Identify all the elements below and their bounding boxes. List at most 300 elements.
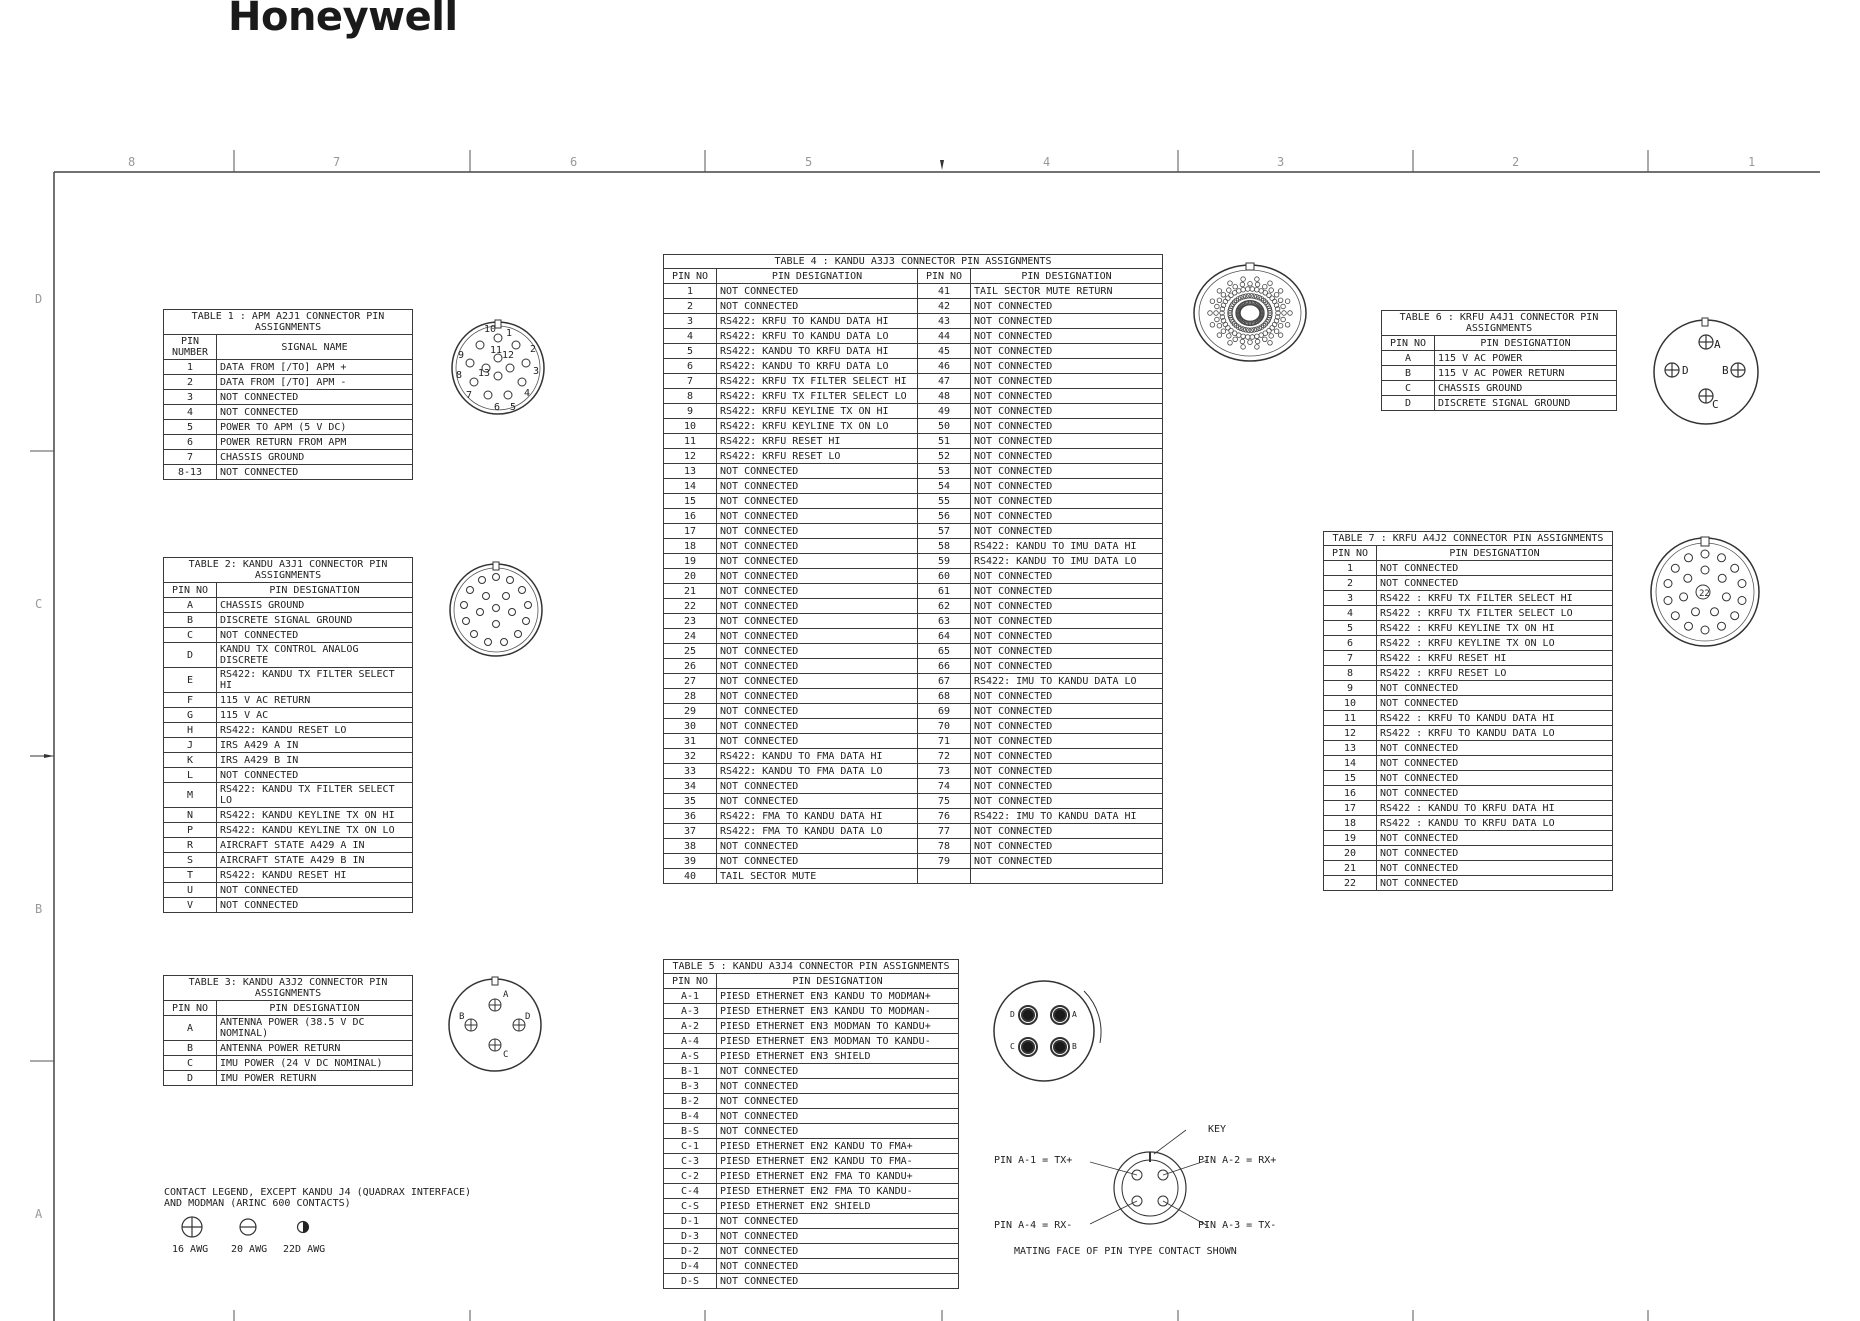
table-row — [1324, 861, 1613, 876]
pin-number-cell: 47 — [918, 374, 971, 389]
table-row — [164, 1041, 413, 1056]
j3-pin — [1245, 335, 1250, 340]
column-header: PIN DESIGNATION — [1377, 546, 1613, 561]
pin-number-cell: B-3 — [664, 1079, 717, 1094]
pin-designation-cell: NOT CONNECTED — [717, 1064, 959, 1079]
pin-designation-cell: NOT CONNECTED — [717, 569, 918, 584]
j7-pin — [1718, 622, 1726, 630]
table-row — [164, 405, 413, 420]
j3-pin — [1281, 317, 1286, 322]
pin-designation-cell: NOT CONNECTED — [971, 644, 1163, 659]
pin-designation-cell: NOT CONNECTED — [717, 584, 918, 599]
kandu-a3j1-connector-diagram — [446, 560, 546, 660]
j4-pin-label: C — [1010, 1042, 1015, 1051]
pin-number-cell: K — [164, 753, 217, 768]
pin-number-cell: D-1 — [664, 1214, 717, 1229]
pin-number-cell: 3 — [664, 314, 717, 329]
j3-pin — [1255, 287, 1260, 292]
pin-number-cell: A-3 — [664, 1004, 717, 1019]
pin-number-cell: 71 — [918, 734, 971, 749]
j3-pin — [1278, 333, 1283, 338]
pin-number-cell: 10 — [664, 419, 717, 434]
pin-designation-cell: NOT CONNECTED — [717, 689, 918, 704]
legend-16-awg: 16 AWG — [172, 1244, 209, 1255]
pin-number-cell: 23 — [664, 614, 717, 629]
quadrax-pin-a2-label: PIN A-2 = RX+ — [1198, 1155, 1277, 1166]
table-row — [664, 1244, 959, 1259]
table-row — [664, 314, 1163, 329]
table-row — [1324, 816, 1613, 831]
j3-pin — [1248, 340, 1253, 345]
pin-designation-cell: IMU POWER (24 V DC NOMINAL) — [217, 1056, 413, 1071]
table-row — [164, 753, 413, 768]
table-row — [664, 509, 1163, 524]
table-row — [1324, 741, 1613, 756]
table-row — [1382, 396, 1617, 411]
pin-designation-cell: NOT CONNECTED — [971, 509, 1163, 524]
pin-number-cell: 13 — [1324, 741, 1377, 756]
j3-pin — [1210, 299, 1215, 304]
j7-pin — [1664, 597, 1672, 605]
pin-number-cell: H — [164, 723, 217, 738]
pin-number-cell: 54 — [918, 479, 971, 494]
pin-number-cell: 14 — [664, 479, 717, 494]
table-row — [164, 808, 413, 823]
pin-number-cell: 69 — [918, 704, 971, 719]
pin-number-cell: 21 — [1324, 861, 1377, 876]
contact-legend-symbols — [176, 1214, 336, 1240]
column-header: PIN NO — [918, 269, 971, 284]
table-6-krfu-a4j1 — [1381, 310, 1617, 411]
table-row — [664, 1199, 959, 1214]
zone-col-8: 8 — [128, 155, 136, 169]
pin-number-cell: 8 — [664, 389, 717, 404]
quadrax-pin-a1-label: PIN A-1 = TX+ — [994, 1155, 1073, 1166]
pin-number-cell: 62 — [918, 599, 971, 614]
pin-designation-cell: NOT CONNECTED — [971, 314, 1163, 329]
pin-designation-cell: NOT CONNECTED — [717, 509, 918, 524]
j3-pin — [1268, 341, 1273, 346]
apm-pin-label: 4 — [524, 388, 531, 399]
pin-number-cell: 4 — [164, 405, 217, 420]
pin-designation-cell: NOT CONNECTED — [1377, 741, 1613, 756]
table-row — [164, 838, 413, 853]
pin-designation-cell: IRS A429 B IN — [217, 753, 413, 768]
j3-pin — [1215, 317, 1220, 322]
table-title: TABLE 2: KANDU A3J1 CONNECTOR PIN ASSIGNMENTS — [164, 558, 413, 583]
table-row — [164, 465, 413, 480]
pin-designation-cell: NOT CONNECTED — [1377, 771, 1613, 786]
pin-designation-cell: AIRCRAFT STATE A429 A IN — [217, 838, 413, 853]
pin-designation-cell: RS422: KRFU TO KANDU DATA HI — [717, 314, 918, 329]
krfu-j2-center-pin-label: 22 — [1699, 589, 1710, 599]
pin-designation-cell: NOT CONNECTED — [1377, 786, 1613, 801]
pin-number-cell: C-3 — [664, 1154, 717, 1169]
pin-number-cell: 51 — [918, 434, 971, 449]
pin-number-cell: 72 — [918, 749, 971, 764]
pin-designation-cell: AIRCRAFT STATE A429 B IN — [217, 853, 413, 868]
j3-pin — [1208, 311, 1213, 316]
pin-designation-cell: RS422: KRFU TX FILTER SELECT LO — [717, 389, 918, 404]
table-row — [1324, 801, 1613, 816]
table-row — [1324, 696, 1613, 711]
pin-designation-cell: NOT CONNECTED — [717, 1244, 959, 1259]
pin-designation-cell: 115 V AC RETURN — [217, 693, 413, 708]
table-title: TABLE 7 : KRFU A4J2 CONNECTOR PIN ASSIGNMENTS — [1324, 532, 1613, 546]
contact-legend-line2: AND MODMAN (ARINC 600 CONTACTS) — [164, 1198, 351, 1209]
j3-pin — [1240, 339, 1245, 344]
table-row — [664, 539, 1163, 554]
j3-pin — [1259, 333, 1264, 338]
table-row — [664, 1109, 959, 1124]
pin-designation-cell: NOT CONNECTED — [971, 434, 1163, 449]
pin-designation-cell: NOT CONNECTED — [717, 659, 918, 674]
pin-designation-cell: NOT CONNECTED — [217, 405, 413, 420]
table-row — [664, 764, 1163, 779]
pin-designation-cell: NOT CONNECTED — [717, 1229, 959, 1244]
j3-pin — [1214, 311, 1219, 316]
pin-designation-cell: NOT CONNECTED — [217, 883, 413, 898]
pin-number-cell: 12 — [1324, 726, 1377, 741]
pin-number-cell: R — [164, 838, 217, 853]
table-row — [664, 704, 1163, 719]
pin-designation-cell: RS422: KRFU KEYLINE TX ON LO — [717, 419, 918, 434]
table-row — [1324, 876, 1613, 891]
pin-designation-cell — [971, 869, 1163, 884]
table-row — [164, 883, 413, 898]
pin-designation-cell: NOT CONNECTED — [971, 464, 1163, 479]
pin-number-cell: C-2 — [664, 1169, 717, 1184]
pin-number-cell: 8-13 — [164, 465, 217, 480]
table-row — [664, 449, 1163, 464]
pin-designation-cell: NOT CONNECTED — [971, 629, 1163, 644]
table-2-kandu-a3j1 — [163, 557, 413, 913]
j4-pin-label: B — [1072, 1042, 1077, 1051]
pin-number-cell: M — [164, 783, 217, 808]
pin-number-cell: A — [1382, 351, 1435, 366]
table-row — [664, 434, 1163, 449]
table-row — [664, 1004, 959, 1019]
pin-number-cell: 36 — [664, 809, 717, 824]
column-header: PIN NO — [664, 974, 717, 989]
pin-number-cell: 43 — [918, 314, 971, 329]
table-row — [164, 628, 413, 643]
pin-designation-cell: NOT CONNECTED — [717, 719, 918, 734]
table-row — [664, 1079, 959, 1094]
pin-number-cell: D-S — [664, 1274, 717, 1289]
pin-designation-cell: NOT CONNECTED — [971, 599, 1163, 614]
pin-number-cell: 75 — [918, 794, 971, 809]
table-row — [664, 1034, 959, 1049]
apm-a2j1-connector-diagram — [448, 318, 548, 418]
pin-number-cell: F — [164, 693, 217, 708]
table-row — [664, 614, 1163, 629]
column-header: PIN DESIGNATION — [717, 974, 959, 989]
table-row — [1324, 636, 1613, 651]
table-row — [1324, 831, 1613, 846]
table-row — [664, 674, 1163, 689]
pin-designation-cell: RS422: KANDU TO FMA DATA LO — [717, 764, 918, 779]
pin-number-cell: 79 — [918, 854, 971, 869]
apm-pin-label: 2 — [530, 344, 537, 355]
pin-designation-cell: RS422 : KRFU KEYLINE TX ON HI — [1377, 621, 1613, 636]
table-row — [164, 435, 413, 450]
table-row — [164, 598, 413, 613]
j3-pin — [1278, 298, 1283, 303]
pin-designation-cell: NOT CONNECTED — [717, 554, 918, 569]
pin-designation-cell: 115 V AC — [217, 708, 413, 723]
table-row — [664, 644, 1163, 659]
apm-pin-label: 7 — [466, 390, 473, 401]
pin-designation-cell: PIESD ETHERNET EN2 SHIELD — [717, 1199, 959, 1214]
pin-designation-cell: NOT CONNECTED — [717, 1079, 959, 1094]
quadrax-key-label: KEY — [1208, 1124, 1227, 1135]
pin-designation-cell: NOT CONNECTED — [717, 299, 918, 314]
apm-pin-label: 6 — [494, 402, 501, 413]
pin-number-cell: J — [164, 738, 217, 753]
pin-designation-cell: NOT CONNECTED — [971, 524, 1163, 539]
column-header: PIN NO — [164, 583, 217, 598]
table-row — [664, 329, 1163, 344]
pin-designation-cell: RS422: KRFU RESET LO — [717, 449, 918, 464]
pin-number-cell: 2 — [164, 375, 217, 390]
j7-pin — [1738, 580, 1746, 588]
pin-designation-cell: NOT CONNECTED — [971, 404, 1163, 419]
table-row — [164, 708, 413, 723]
krfu-j1-pin-label: D — [1682, 364, 1689, 377]
j7-pin — [1731, 612, 1739, 620]
pin-number-cell: 44 — [918, 329, 971, 344]
pin-designation-cell: PIESD ETHERNET EN3 KANDU TO MODMAN- — [717, 1004, 959, 1019]
table-row — [664, 629, 1163, 644]
pin-number-cell: 17 — [664, 524, 717, 539]
pin-designation-cell: NOT CONNECTED — [971, 794, 1163, 809]
pin-number-cell: 68 — [918, 689, 971, 704]
table-4-kandu-a3j3 — [663, 254, 1163, 884]
pin-designation-cell: NOT CONNECTED — [217, 628, 413, 643]
pin-designation-cell: NOT CONNECTED — [717, 644, 918, 659]
j3-pin — [1255, 339, 1260, 344]
table-row — [664, 404, 1163, 419]
pin-number-cell: 6 — [1324, 636, 1377, 651]
pin-designation-cell: PIESD ETHERNET EN2 KANDU TO FMA+ — [717, 1139, 959, 1154]
table-row — [664, 659, 1163, 674]
table-row — [664, 584, 1163, 599]
table-row — [664, 1154, 959, 1169]
table-row — [164, 783, 413, 808]
table-row — [664, 1124, 959, 1139]
pin-designation-cell: NOT CONNECTED — [1377, 756, 1613, 771]
j3-pin — [1269, 288, 1274, 293]
pin-number-cell: 17 — [1324, 801, 1377, 816]
pin-designation-cell: NOT CONNECTED — [971, 344, 1163, 359]
table-row — [1324, 561, 1613, 576]
pin-number-cell: 15 — [664, 494, 717, 509]
apm-pin-label: 5 — [510, 402, 517, 413]
pin-designation-cell: NOT CONNECTED — [1377, 681, 1613, 696]
pin-number-cell: 73 — [918, 764, 971, 779]
pin-designation-cell: IRS A429 A IN — [217, 738, 413, 753]
j3-pin — [1217, 333, 1222, 338]
pin-number-cell: 29 — [664, 704, 717, 719]
j4-pin-label: D — [1010, 1010, 1015, 1019]
pin-number-cell: C-1 — [664, 1139, 717, 1154]
pin-number-cell: 41 — [918, 284, 971, 299]
pin-designation-cell: RS422: KANDU RESET LO — [217, 723, 413, 738]
pin-number-cell: 70 — [918, 719, 971, 734]
pin-number-cell: 3 — [164, 390, 217, 405]
pin-number-cell: 59 — [918, 554, 971, 569]
pin-designation-cell: RS422 : KANDU TO KRFU DATA HI — [1377, 801, 1613, 816]
j3-pin — [1217, 298, 1222, 303]
pin-designation-cell: RS422 : KRFU TX FILTER SELECT HI — [1377, 591, 1613, 606]
pin-number-cell: 9 — [1324, 681, 1377, 696]
pin-number-cell: 50 — [918, 419, 971, 434]
pin-designation-cell: NOT CONNECTED — [971, 449, 1163, 464]
pin-number-cell: 16 — [664, 509, 717, 524]
pin-number-cell: 38 — [664, 839, 717, 854]
pin-designation-cell: PIESD ETHERNET EN3 SHIELD — [717, 1049, 959, 1064]
j2-pin-label: C — [503, 1050, 509, 1060]
j3-pin — [1215, 304, 1220, 309]
pin-designation-cell: RS422: KANDU TX FILTER SELECT HI — [217, 668, 413, 693]
pin-number-cell: 57 — [918, 524, 971, 539]
pin-designation-cell: NOT CONNECTED — [717, 1259, 959, 1274]
table-row — [664, 494, 1163, 509]
pin-number-cell: D — [164, 1071, 217, 1086]
pin-number-cell: 64 — [918, 629, 971, 644]
column-header: PIN DESIGNATION — [217, 1001, 413, 1016]
pin-designation-cell: NOT CONNECTED — [717, 614, 918, 629]
pin-number-cell: B-4 — [664, 1109, 717, 1124]
pin-number-cell: 30 — [664, 719, 717, 734]
pin-designation-cell: NOT CONNECTED — [971, 494, 1163, 509]
pin-designation-cell: NOT CONNECTED — [1377, 561, 1613, 576]
pin-designation-cell: NOT CONNECTED — [717, 779, 918, 794]
j7-pin — [1701, 550, 1709, 558]
pin-number-cell: 7 — [1324, 651, 1377, 666]
j7-pin — [1718, 574, 1726, 582]
pin-designation-cell: RS422: KANDU TX FILTER SELECT LO — [217, 783, 413, 808]
pin-number-cell: 22 — [1324, 876, 1377, 891]
quadrax-caption: MATING FACE OF PIN TYPE CONTACT SHOWN — [1014, 1246, 1237, 1257]
pin-number-cell: 19 — [1324, 831, 1377, 846]
pin-designation-cell: NOT CONNECTED — [717, 494, 918, 509]
pin-designation-cell: NOT CONNECTED — [717, 464, 918, 479]
table-row — [664, 839, 1163, 854]
pin-designation-cell: NOT CONNECTED — [971, 584, 1163, 599]
pin-number-cell: 31 — [664, 734, 717, 749]
zone-row-a: A — [35, 1207, 43, 1221]
pin-designation-cell: RS422: KRFU TO KANDU DATA LO — [717, 329, 918, 344]
pin-designation-cell: RS422: KRFU TX FILTER SELECT HI — [717, 374, 918, 389]
pin-number-cell: 5 — [664, 344, 717, 359]
pin-designation-cell: RS422: KRFU KEYLINE TX ON HI — [717, 404, 918, 419]
pin-designation-cell: 115 V AC POWER RETURN — [1435, 366, 1617, 381]
pin-designation-cell: 115 V AC POWER — [1435, 351, 1617, 366]
table-row — [664, 464, 1163, 479]
table-row — [164, 450, 413, 465]
table-row — [1324, 756, 1613, 771]
table-row — [164, 868, 413, 883]
table-row — [664, 1094, 959, 1109]
table-row — [1382, 381, 1617, 396]
zone-col-1: 1 — [1748, 155, 1756, 169]
table-title: TABLE 4 : KANDU A3J3 CONNECTOR PIN ASSIGNMENTS — [664, 255, 1163, 269]
pin-number-cell: 3 — [1324, 591, 1377, 606]
j3-pin — [1288, 311, 1293, 316]
pin-number-cell: 67 — [918, 674, 971, 689]
pin-designation-cell: NOT CONNECTED — [717, 794, 918, 809]
pin-designation-cell: RS422: KANDU TO KRFU DATA HI — [717, 344, 918, 359]
table-row — [164, 375, 413, 390]
pin-number-cell: C — [164, 1056, 217, 1071]
pin-designation-cell: RS422: IMU TO KANDU DATA HI — [971, 809, 1163, 824]
j3-pin — [1227, 334, 1232, 339]
zone-row-b: B — [35, 902, 43, 916]
table-row — [1324, 591, 1613, 606]
pin-designation-cell: NOT CONNECTED — [971, 824, 1163, 839]
table-row — [664, 1169, 959, 1184]
table-row — [164, 613, 413, 628]
j3-pin — [1282, 311, 1287, 316]
quadrax-pin-a4-label: PIN A-4 = RX- — [994, 1220, 1073, 1231]
pin-designation-cell: NOT CONNECTED — [1377, 876, 1613, 891]
table-row — [664, 299, 1163, 314]
zone-row-c: C — [35, 597, 43, 611]
pin-designation-cell: NOT CONNECTED — [717, 674, 918, 689]
table-row — [664, 419, 1163, 434]
pin-designation-cell: NOT CONNECTED — [1377, 576, 1613, 591]
j7-pin — [1738, 597, 1746, 605]
table-row — [1324, 621, 1613, 636]
pin-number-cell: P — [164, 823, 217, 838]
column-header: PIN DESIGNATION — [1435, 336, 1617, 351]
pin-designation-cell: RS422: KANDU RESET HI — [217, 868, 413, 883]
table-row — [664, 374, 1163, 389]
j7-pin — [1664, 580, 1672, 588]
pin-number-cell: 12 — [664, 449, 717, 464]
pin-number-cell: 20 — [1324, 846, 1377, 861]
table-row — [664, 794, 1163, 809]
j3-pin — [1228, 281, 1233, 286]
table-row — [664, 1019, 959, 1034]
pin-designation-cell: NOT CONNECTED — [971, 479, 1163, 494]
pin-number-cell: 46 — [918, 359, 971, 374]
pin-designation-cell: PIESD ETHERNET EN2 FMA TO KANDU+ — [717, 1169, 959, 1184]
table-row — [164, 1071, 413, 1086]
pin-designation-cell: NOT CONNECTED — [971, 374, 1163, 389]
pin-number-cell: 13 — [664, 464, 717, 479]
pin-designation-cell: NOT CONNECTED — [971, 764, 1163, 779]
pin-designation-cell: POWER TO APM (5 V DC) — [217, 420, 413, 435]
table-row — [664, 1049, 959, 1064]
pin-designation-cell: NOT CONNECTED — [717, 1109, 959, 1124]
pin-designation-cell: IMU POWER RETURN — [217, 1071, 413, 1086]
table-1-apm-a2j1 — [163, 309, 413, 480]
j3-pin — [1268, 281, 1273, 286]
table-row — [164, 898, 413, 913]
pin-number-cell: D-2 — [664, 1244, 717, 1259]
pin-designation-cell: CHASSIS GROUND — [217, 598, 413, 613]
pin-number-cell: 35 — [664, 794, 717, 809]
pin-designation-cell: CHASSIS GROUND — [1435, 381, 1617, 396]
pin-designation-cell: NOT CONNECTED — [217, 898, 413, 913]
j3-pin — [1233, 337, 1238, 342]
table-row — [664, 749, 1163, 764]
pin-number-cell: 37 — [664, 824, 717, 839]
pin-number-cell: 40 — [664, 869, 717, 884]
